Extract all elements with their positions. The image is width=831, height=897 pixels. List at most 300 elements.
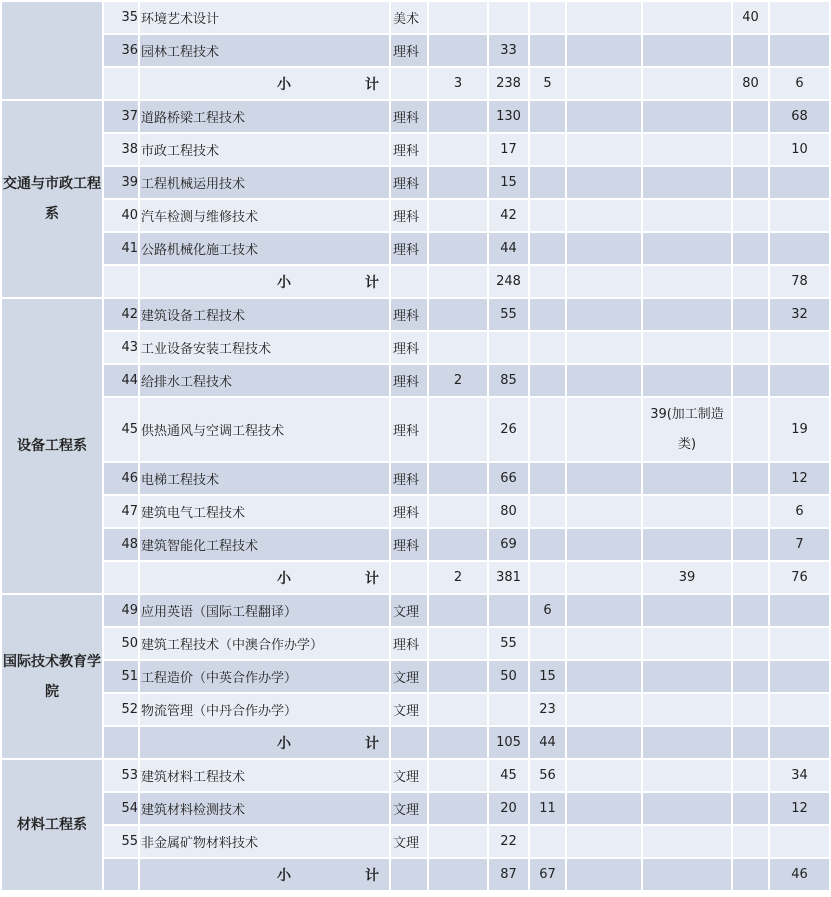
value-cell (567, 134, 641, 165)
value-cell (567, 2, 641, 33)
value-cell (567, 826, 641, 857)
value-cell (530, 233, 565, 264)
subtotal-cell (643, 266, 731, 297)
subject-type: 理科 (391, 101, 427, 132)
value-cell (530, 134, 565, 165)
subtotal-label (140, 859, 389, 890)
subtotal-cell: 80 (733, 68, 768, 99)
major-name: 电梯工程技术 (140, 463, 389, 494)
major-name: 园林工程技术 (140, 35, 389, 66)
value-cell (530, 167, 565, 198)
value-cell (530, 2, 565, 33)
value-cell (567, 398, 641, 461)
value-cell: 68 (770, 101, 829, 132)
value-cell (643, 793, 731, 824)
row-number: 55 (104, 826, 138, 857)
subject-type: 理科 (391, 496, 427, 527)
table-row (2, 299, 829, 330)
value-cell (770, 35, 829, 66)
value-cell (643, 463, 731, 494)
subtotal-cell (733, 859, 768, 890)
table-row (2, 167, 829, 198)
value-cell (567, 35, 641, 66)
subtotal-cell (770, 727, 829, 758)
subject-type: 美术 (391, 2, 427, 33)
subtotal-cell: 78 (770, 266, 829, 297)
value-cell (429, 529, 487, 560)
subject-type (391, 68, 427, 99)
value-cell (489, 332, 528, 363)
table-row (2, 101, 829, 132)
row-number: 51 (104, 661, 138, 692)
subtotal-cell: 87 (489, 859, 528, 890)
row-number: 35 (104, 2, 138, 33)
subtotal-cell (643, 727, 731, 758)
value-cell (770, 595, 829, 626)
subject-type (391, 562, 427, 593)
major-name: 建筑智能化工程技术 (140, 529, 389, 560)
row-number: 54 (104, 793, 138, 824)
value-cell (567, 233, 641, 264)
value-cell (567, 463, 641, 494)
value-cell (643, 760, 731, 791)
row-number: 44 (104, 365, 138, 396)
value-cell: 130 (489, 101, 528, 132)
subject-type: 理科 (391, 299, 427, 330)
value-cell: 20 (489, 793, 528, 824)
subtotal-cell (733, 727, 768, 758)
value-cell (733, 826, 768, 857)
major-name: 公路机械化施工技术 (140, 233, 389, 264)
subject-type: 理科 (391, 398, 427, 461)
value-cell (770, 200, 829, 231)
subtotal-cell (733, 562, 768, 593)
major-name: 市政工程技术 (140, 134, 389, 165)
value-cell (530, 496, 565, 527)
table-row (2, 2, 829, 33)
subtotal-cell: 44 (530, 727, 565, 758)
value-cell: 6 (770, 496, 829, 527)
subtotal-cell: 67 (530, 859, 565, 890)
value-cell: 10 (770, 134, 829, 165)
subtotal-cell (643, 859, 731, 890)
table-row (2, 628, 829, 659)
row-number (104, 562, 138, 593)
value-cell: 80 (489, 496, 528, 527)
subject-type: 文理 (391, 793, 427, 824)
value-cell (489, 595, 528, 626)
value-cell (429, 134, 487, 165)
value-cell (429, 398, 487, 461)
subtotal-row (2, 859, 829, 890)
value-cell (643, 299, 731, 330)
major-name: 非金属矿物材料技术 (140, 826, 389, 857)
value-cell (567, 760, 641, 791)
subtotal-row (2, 562, 829, 593)
value-cell: 12 (770, 793, 829, 824)
subtotal-cell: 238 (489, 68, 528, 99)
value-cell (643, 661, 731, 692)
value-cell (770, 2, 829, 33)
row-number: 43 (104, 332, 138, 363)
value-cell (733, 299, 768, 330)
row-number (104, 266, 138, 297)
subject-type: 文理 (391, 694, 427, 725)
row-number: 42 (104, 299, 138, 330)
row-number: 45 (104, 398, 138, 461)
subtotal-cell (429, 266, 487, 297)
subject-type: 理科 (391, 332, 427, 363)
row-number: 38 (104, 134, 138, 165)
value-cell (429, 167, 487, 198)
value-cell (567, 299, 641, 330)
value-cell: 44 (489, 233, 528, 264)
value-cell (643, 496, 731, 527)
department-name: 材料工程系 (2, 760, 102, 890)
subtotal-label-part: 小 (277, 274, 291, 291)
subject-type (391, 727, 427, 758)
major-name: 建筑材料工程技术 (140, 760, 389, 791)
subtotal-cell: 105 (489, 727, 528, 758)
value-cell (530, 35, 565, 66)
subtotal-label (140, 727, 389, 758)
value-cell (733, 529, 768, 560)
subject-type: 理科 (391, 35, 427, 66)
value-cell: 39(加工制造类) (643, 398, 731, 461)
value-cell (770, 233, 829, 264)
value-cell (733, 595, 768, 626)
value-cell (530, 200, 565, 231)
table-row (2, 793, 829, 824)
subtotal-cell (567, 562, 641, 593)
value-cell (429, 793, 487, 824)
value-cell (733, 134, 768, 165)
subtotal-cell: 39 (643, 562, 731, 593)
subject-type: 理科 (391, 365, 427, 396)
subtotal-cell (429, 859, 487, 890)
subtotal-row (2, 266, 829, 297)
value-cell (429, 299, 487, 330)
value-cell (770, 628, 829, 659)
table-row (2, 332, 829, 363)
subtotal-cell (567, 727, 641, 758)
value-cell (643, 529, 731, 560)
subtotal-label-part: 小 (277, 867, 291, 884)
table-row (2, 35, 829, 66)
subtotal-cell (429, 727, 487, 758)
value-cell (733, 35, 768, 66)
major-name: 供热通风与空调工程技术 (140, 398, 389, 461)
department-name: 交通与市政工程系 (2, 101, 102, 297)
value-cell: 55 (489, 299, 528, 330)
major-name: 工业设备安装工程技术 (140, 332, 389, 363)
value-cell: 40 (733, 2, 768, 33)
major-name: 建筑电气工程技术 (140, 496, 389, 527)
value-cell (643, 694, 731, 725)
value-cell (733, 101, 768, 132)
row-number: 47 (104, 496, 138, 527)
subtotal-label-part: 小 (277, 76, 291, 93)
department-name: 国际技术教育学院 (2, 595, 102, 758)
value-cell: 42 (489, 200, 528, 231)
value-cell: 85 (489, 365, 528, 396)
value-cell (770, 826, 829, 857)
value-cell (429, 463, 487, 494)
value-cell (489, 2, 528, 33)
department-name (2, 2, 102, 99)
subject-type: 理科 (391, 628, 427, 659)
major-name: 工程造价（中英合作办学） (140, 661, 389, 692)
table-row (2, 463, 829, 494)
value-cell (733, 793, 768, 824)
subtotal-cell: 381 (489, 562, 528, 593)
table-row (2, 760, 829, 791)
value-cell (429, 332, 487, 363)
table-row (2, 529, 829, 560)
value-cell (567, 496, 641, 527)
value-cell: 6 (530, 595, 565, 626)
subject-type: 理科 (391, 463, 427, 494)
value-cell (567, 793, 641, 824)
value-cell (770, 661, 829, 692)
value-cell (733, 496, 768, 527)
subject-type: 文理 (391, 661, 427, 692)
department-name: 设备工程系 (2, 299, 102, 593)
value-cell (530, 826, 565, 857)
value-cell (567, 595, 641, 626)
value-cell (733, 760, 768, 791)
value-cell: 50 (489, 661, 528, 692)
subtotal-label-part: 小 (277, 735, 291, 752)
value-cell (770, 365, 829, 396)
value-cell (643, 101, 731, 132)
subtotal-label (140, 68, 389, 99)
value-cell (643, 826, 731, 857)
subject-type: 文理 (391, 826, 427, 857)
subtotal-cell (733, 266, 768, 297)
value-cell (429, 628, 487, 659)
value-cell (733, 463, 768, 494)
subtotal-cell (567, 68, 641, 99)
value-cell (429, 35, 487, 66)
value-cell (643, 332, 731, 363)
value-cell (733, 365, 768, 396)
value-cell (530, 365, 565, 396)
subtotal-cell: 6 (770, 68, 829, 99)
row-number: 37 (104, 101, 138, 132)
value-cell (530, 398, 565, 461)
value-cell (429, 101, 487, 132)
table-row (2, 134, 829, 165)
value-cell (489, 694, 528, 725)
value-cell (733, 628, 768, 659)
value-cell (733, 200, 768, 231)
major-name: 建筑工程技术（中澳合作办学） (140, 628, 389, 659)
table-row (2, 496, 829, 527)
table-row (2, 398, 829, 461)
subtotal-cell: 2 (429, 562, 487, 593)
subtotal-cell: 46 (770, 859, 829, 890)
row-number: 52 (104, 694, 138, 725)
subtotal-label (140, 266, 389, 297)
value-cell (733, 167, 768, 198)
subtotal-cell (643, 68, 731, 99)
value-cell: 22 (489, 826, 528, 857)
value-cell (429, 595, 487, 626)
value-cell (530, 628, 565, 659)
row-number: 41 (104, 233, 138, 264)
subtotal-row (2, 727, 829, 758)
row-number: 39 (104, 167, 138, 198)
value-cell (429, 496, 487, 527)
major-name: 汽车检测与维修技术 (140, 200, 389, 231)
value-cell: 26 (489, 398, 528, 461)
table-row (2, 661, 829, 692)
subject-type: 理科 (391, 167, 427, 198)
value-cell (567, 200, 641, 231)
table-row (2, 200, 829, 231)
subtotal-label-part: 计 (365, 274, 379, 291)
value-cell (643, 134, 731, 165)
value-cell (567, 661, 641, 692)
value-cell (643, 2, 731, 33)
major-name: 道路桥梁工程技术 (140, 101, 389, 132)
value-cell: 15 (530, 661, 565, 692)
row-number: 49 (104, 595, 138, 626)
value-cell: 33 (489, 35, 528, 66)
value-cell: 7 (770, 529, 829, 560)
subject-type: 理科 (391, 529, 427, 560)
value-cell: 11 (530, 793, 565, 824)
subtotal-label-part: 计 (365, 570, 379, 587)
subtotal-cell (567, 266, 641, 297)
value-cell (770, 167, 829, 198)
value-cell (643, 167, 731, 198)
value-cell (429, 826, 487, 857)
subtotal-cell: 3 (429, 68, 487, 99)
value-cell: 34 (770, 760, 829, 791)
table-row (2, 595, 829, 626)
value-cell (643, 233, 731, 264)
value-cell (530, 299, 565, 330)
value-cell (567, 694, 641, 725)
value-cell: 17 (489, 134, 528, 165)
table-row (2, 826, 829, 857)
value-cell (643, 35, 731, 66)
row-number: 50 (104, 628, 138, 659)
value-cell (567, 101, 641, 132)
value-cell: 23 (530, 694, 565, 725)
value-cell: 2 (429, 365, 487, 396)
value-cell (429, 661, 487, 692)
value-cell (733, 233, 768, 264)
subject-type: 理科 (391, 134, 427, 165)
value-cell (733, 661, 768, 692)
value-cell (429, 2, 487, 33)
row-number: 53 (104, 760, 138, 791)
subtotal-label-part: 计 (365, 867, 379, 884)
major-name: 应用英语（国际工程翻译） (140, 595, 389, 626)
row-number: 46 (104, 463, 138, 494)
value-cell (567, 529, 641, 560)
value-cell (643, 365, 731, 396)
value-cell (567, 332, 641, 363)
subtotal-cell: 5 (530, 68, 565, 99)
subtotal-label (140, 562, 389, 593)
subtotal-row (2, 68, 829, 99)
major-name: 物流管理（中丹合作办学） (140, 694, 389, 725)
subtotal-cell (567, 859, 641, 890)
value-cell (530, 101, 565, 132)
value-cell: 56 (530, 760, 565, 791)
value-cell (429, 200, 487, 231)
subject-type: 文理 (391, 760, 427, 791)
value-cell: 12 (770, 463, 829, 494)
subject-type: 理科 (391, 233, 427, 264)
value-cell (643, 200, 731, 231)
value-cell (429, 233, 487, 264)
value-cell (567, 365, 641, 396)
major-name: 给排水工程技术 (140, 365, 389, 396)
subtotal-label-part: 计 (365, 76, 379, 93)
value-cell (733, 398, 768, 461)
value-cell (567, 628, 641, 659)
subject-type (391, 266, 427, 297)
subtotal-cell (530, 562, 565, 593)
table-row (2, 233, 829, 264)
value-cell (643, 595, 731, 626)
value-cell: 66 (489, 463, 528, 494)
row-number: 36 (104, 35, 138, 66)
table-row (2, 365, 829, 396)
major-name: 环境艺术设计 (140, 2, 389, 33)
value-cell (733, 694, 768, 725)
row-number (104, 727, 138, 758)
value-cell (530, 529, 565, 560)
row-number: 48 (104, 529, 138, 560)
subject-type (391, 859, 427, 890)
value-cell (429, 760, 487, 791)
row-number (104, 859, 138, 890)
subtotal-cell (530, 266, 565, 297)
row-number: 40 (104, 200, 138, 231)
subtotal-label-part: 小 (277, 570, 291, 587)
value-cell: 19 (770, 398, 829, 461)
value-cell (530, 463, 565, 494)
value-cell: 45 (489, 760, 528, 791)
subtotal-cell: 248 (489, 266, 528, 297)
major-name: 工程机械运用技术 (140, 167, 389, 198)
subtotal-cell: 76 (770, 562, 829, 593)
major-name: 建筑材料检测技术 (140, 793, 389, 824)
value-cell (770, 332, 829, 363)
value-cell (643, 628, 731, 659)
table-row (2, 694, 829, 725)
value-cell: 69 (489, 529, 528, 560)
subtotal-label-part: 计 (365, 735, 379, 752)
value-cell (770, 694, 829, 725)
major-name: 建筑设备工程技术 (140, 299, 389, 330)
subject-type: 理科 (391, 200, 427, 231)
subject-type: 文理 (391, 595, 427, 626)
value-cell (567, 167, 641, 198)
value-cell: 55 (489, 628, 528, 659)
value-cell (530, 332, 565, 363)
value-cell: 32 (770, 299, 829, 330)
value-cell (429, 694, 487, 725)
row-number (104, 68, 138, 99)
value-cell: 15 (489, 167, 528, 198)
